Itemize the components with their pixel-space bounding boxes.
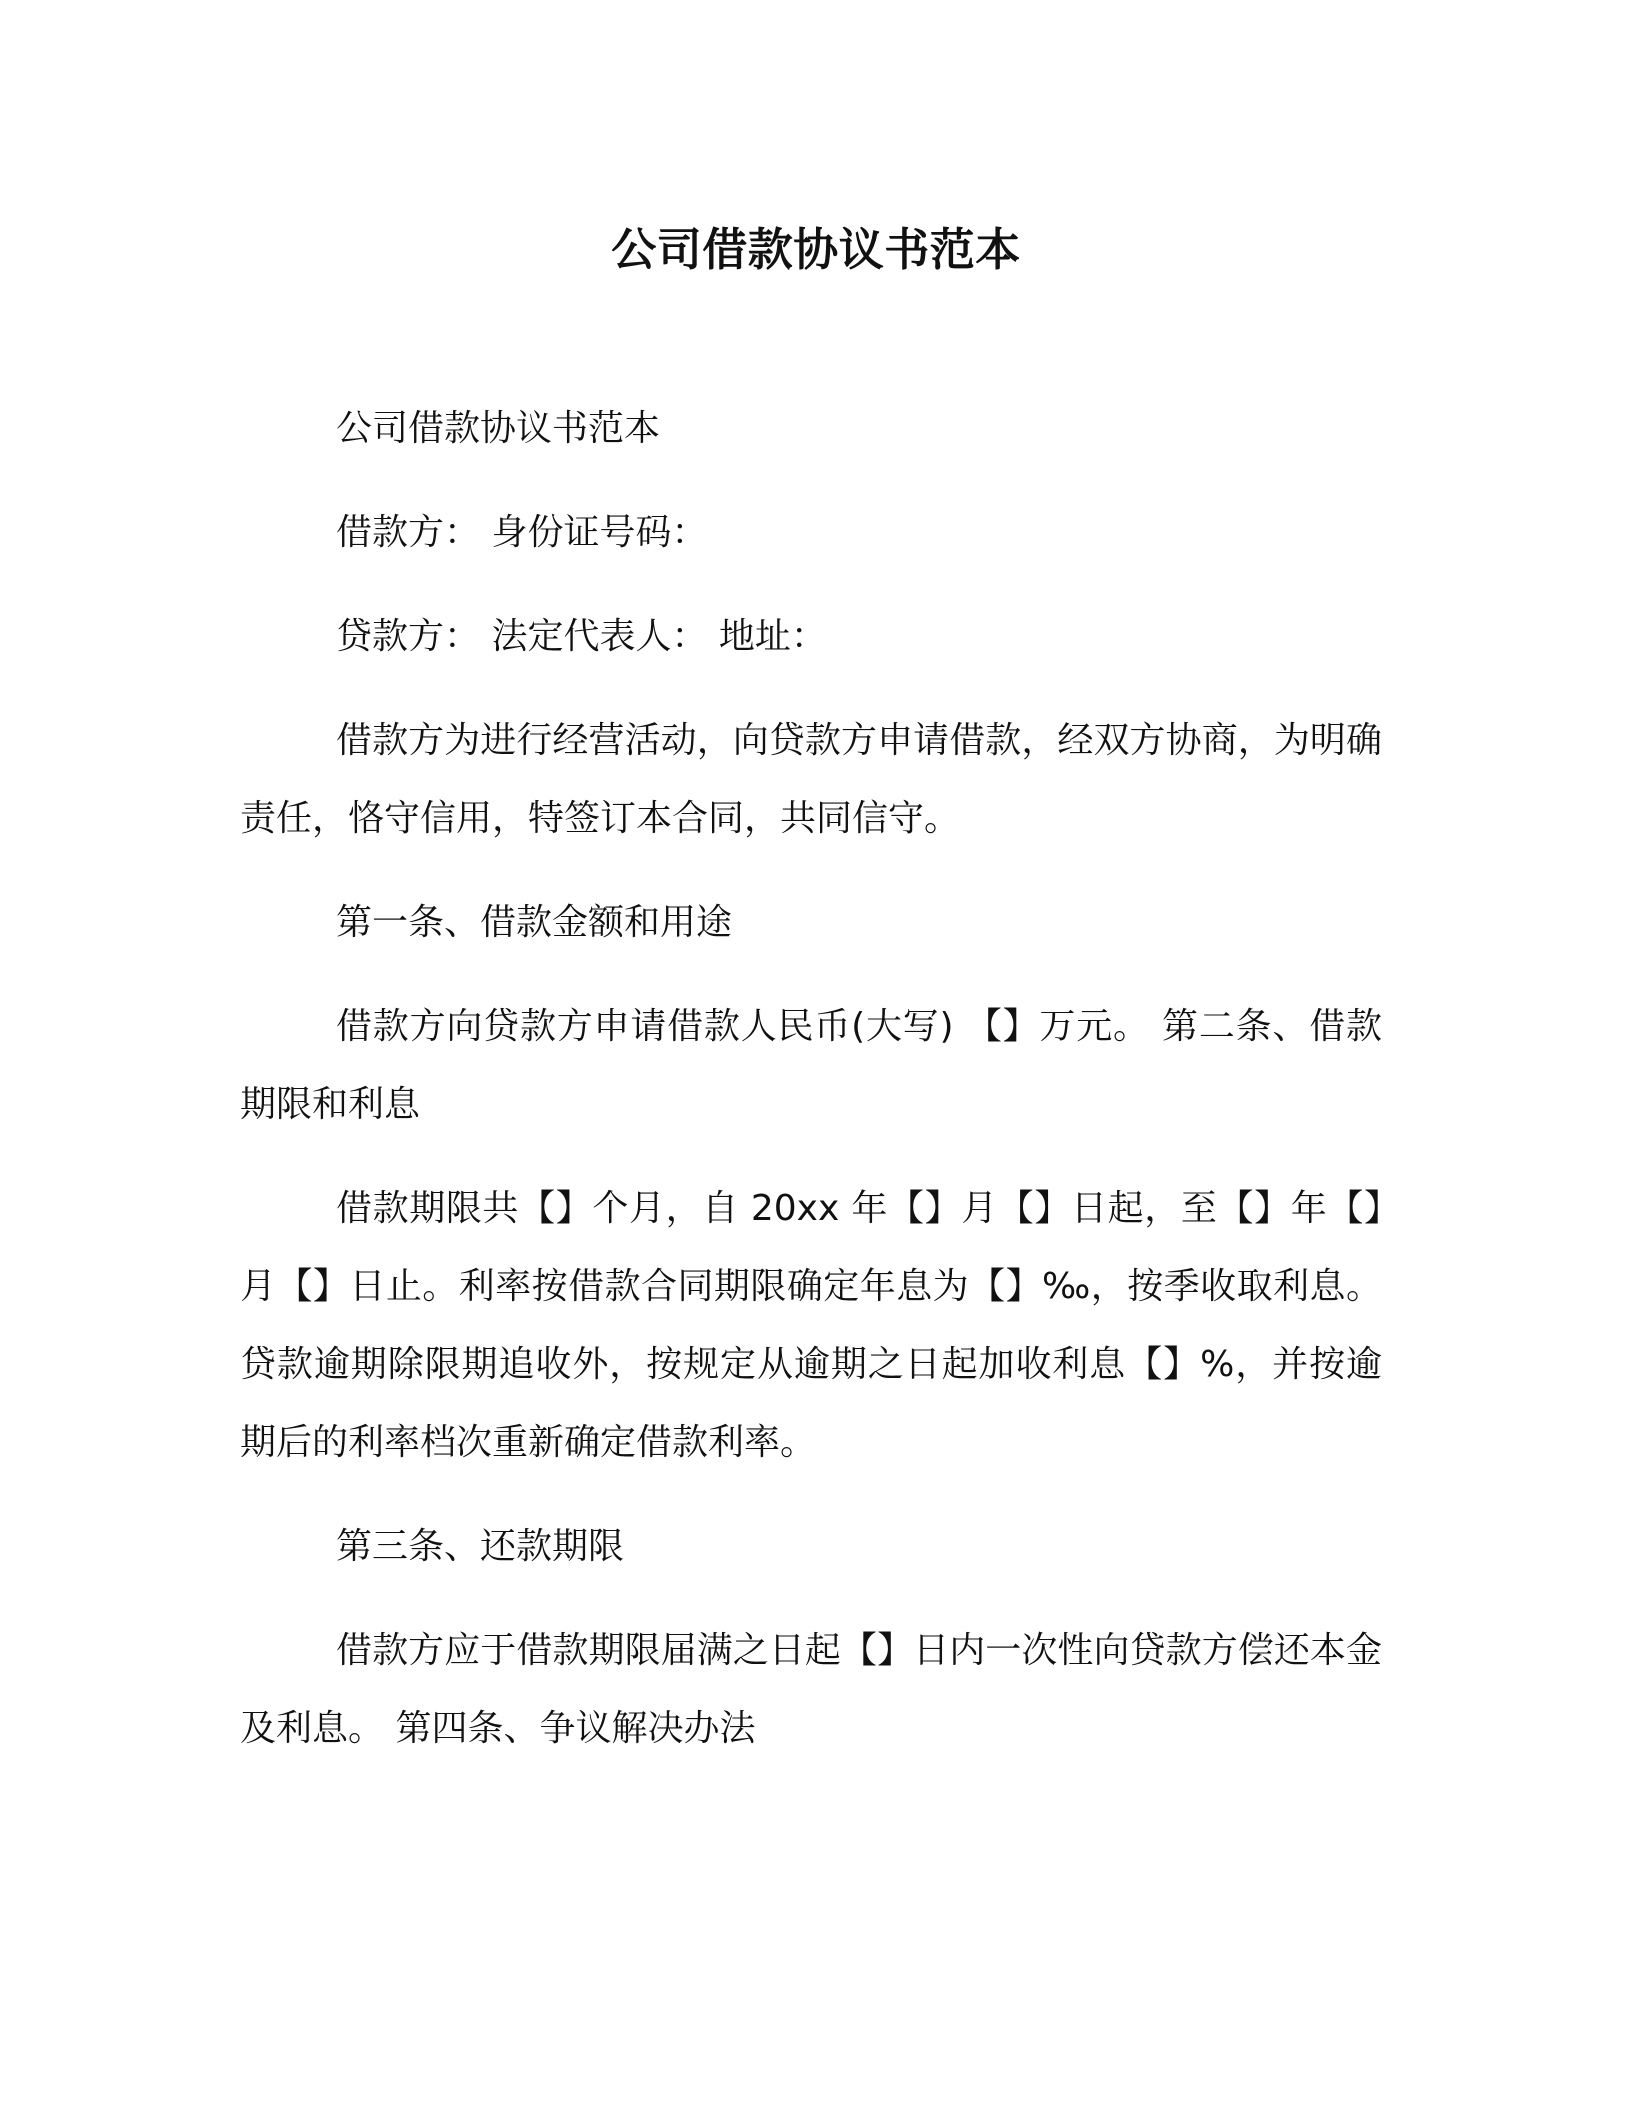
document-body — [240, 390, 1382, 1794]
paragraph-article-2-body: 借款期限共【】个月，自 20xx 年【】月【】日起，至【】年【】月【】日止。利率按借款合同期限确定年息为【】‰，按季收取利息。贷款逾期除限期追收外，按规定从逾期之日起加收利息【】%，并按逾期后的利率档次重新确定借款利率。 — [240, 1188, 1382, 1463]
document-title: 公司借款协议书范本 — [611, 223, 1021, 276]
paragraph-article-3-heading: 第三条、还款期限 — [336, 1526, 625, 1567]
paragraph-borrower: 借款方： 身份证号码： — [336, 512, 708, 553]
paragraph-lender: 贷款方： 法定代表人： 地址： — [336, 616, 827, 657]
paragraph-subtitle: 公司借款协议书范本 — [336, 408, 661, 449]
paragraph-article-1-heading: 第一条、借款金额和用途 — [336, 902, 733, 943]
paragraph-article-1-body: 借款方向贷款方申请借款人民币(大写) 【】万元。 第二条、借款期限和利息 — [240, 1006, 1382, 1125]
paragraph-preamble: 借款方为进行经营活动，向贷款方申请借款，经双方协商，为明确责任，恪守信用，特签订本合同，共同信守。 — [240, 720, 1382, 839]
paragraph-article-3-body: 借款方应于借款期限届满之日起【】日内一次性向贷款方偿还本金及利息。 第四条、争议解决办法 — [240, 1630, 1382, 1749]
